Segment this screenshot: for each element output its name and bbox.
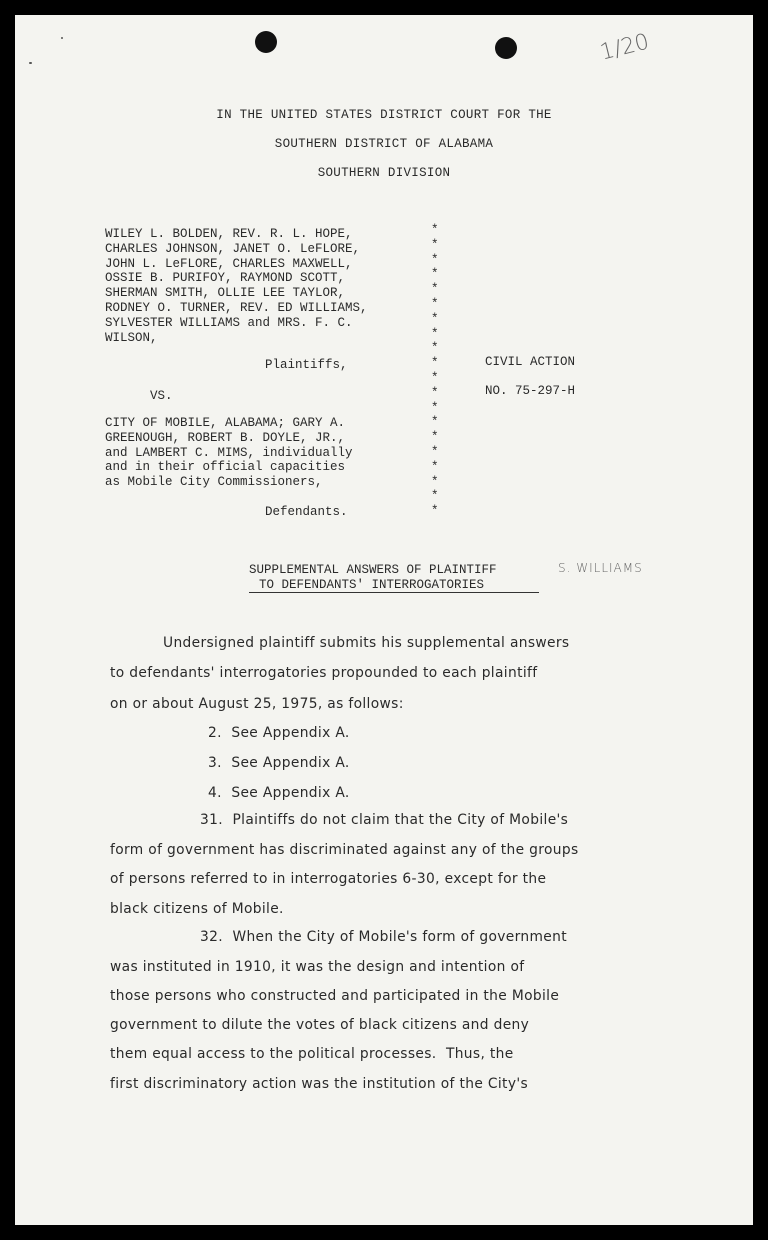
versus-label: VS. — [150, 389, 173, 403]
body-text-line: to defendants' interrogatories propounded to each plaintiff — [110, 665, 538, 681]
caption-star-column: * * * * * * * * * * * * * * * * * * * * — [431, 223, 439, 519]
handwritten-plaintiff-note: S. WILLIAMS — [558, 561, 643, 575]
plaintiff-name-line: CHARLES JOHNSON, JANET O. LeFLORE, — [105, 241, 361, 256]
paper-speck — [29, 62, 32, 64]
plaintiff-name-line: WILEY L. BOLDEN, REV. R. L. HOPE, — [105, 227, 353, 241]
defendant-name-line: and in their official capacities — [105, 460, 346, 475]
plaintiff-name-line: WILSON, — [105, 330, 158, 345]
plaintiff-name-line: SYLVESTER WILLIAMS and MRS. F. C. — [105, 315, 353, 330]
plaintiff-name-line: SHERMAN SMITH, OLLIE LEE TAYLOR, — [105, 286, 346, 301]
appendix-item: 3. See Appendix A. — [208, 755, 350, 771]
defendant-name-line: as Mobile City Commissioners, — [105, 475, 323, 490]
punch-hole-left — [255, 31, 277, 53]
plaintiff-name-line: OSSIE B. PURIFOY, RAYMOND SCOTT, — [105, 271, 346, 286]
answer-31-line: form of government has discriminated against any of the groups — [110, 842, 579, 858]
answer-32-line: them equal access to the political processes. Thus, the — [110, 1046, 514, 1062]
court-header-line-1: IN THE UNITED STATES DISTRICT COURT FOR THE — [216, 108, 552, 122]
answer-32-line: 32. When the City of Mobile's form of government — [200, 929, 567, 945]
plaintiffs-label: Plaintiffs, — [265, 358, 348, 372]
court-header-line-2: SOUTHERN DISTRICT OF ALABAMA — [274, 137, 494, 151]
defendants-label: Defendants. — [265, 505, 348, 519]
case-number: NO. 75-297-H — [485, 384, 576, 398]
punch-hole-right — [495, 37, 517, 59]
title-underline — [249, 592, 539, 593]
answer-31-line: 31. Plaintiffs do not claim that the City of Mobile's — [200, 812, 569, 828]
answer-32-line: first discriminatory action was the institution of the City's — [110, 1076, 529, 1092]
document-title-line-1: SUPPLEMENTAL ANSWERS OF PLAINTIFF — [249, 563, 497, 577]
body-text-line: Undersigned plaintiff submits his supplemental answers — [163, 635, 570, 651]
plaintiff-name-line: RODNEY O. TURNER, REV. ED WILLIAMS, — [105, 301, 368, 315]
answer-31-line: black citizens of Mobile. — [110, 901, 284, 917]
defendant-name-line: and LAMBERT C. MIMS, individually — [105, 445, 353, 460]
document-page — [15, 15, 753, 1225]
answer-32-line: government to dilute the votes of black citizens and deny — [110, 1017, 530, 1033]
defendant-name-line: CITY OF MOBILE, ALABAMA; GARY A. — [105, 416, 346, 430]
court-header-line-3: SOUTHERN DIVISION — [317, 166, 451, 180]
paper-speck — [61, 37, 63, 39]
plaintiff-name-line: JOHN L. LeFLORE, CHARLES MAXWELL, — [105, 256, 353, 271]
answer-31-line: of persons referred to in interrogatories 6-30, except for the — [110, 871, 547, 887]
handwritten-page-note: 1/20 — [597, 29, 652, 66]
document-title-line-2: TO DEFENDANTS' INTERROGATORIES — [259, 578, 485, 592]
answer-32-line: those persons who constructed and participated in the Mobile — [110, 988, 560, 1004]
appendix-item: 2. See Appendix A. — [208, 725, 350, 741]
appendix-item: 4. See Appendix A. — [208, 785, 350, 801]
answer-32-line: was instituted in 1910, it was the design and intention of — [110, 959, 525, 975]
civil-action-label: CIVIL ACTION — [485, 355, 576, 369]
body-text-line: on or about August 25, 1975, as follows: — [110, 696, 404, 712]
defendant-name-line: GREENOUGH, ROBERT B. DOYLE, JR., — [105, 430, 346, 445]
